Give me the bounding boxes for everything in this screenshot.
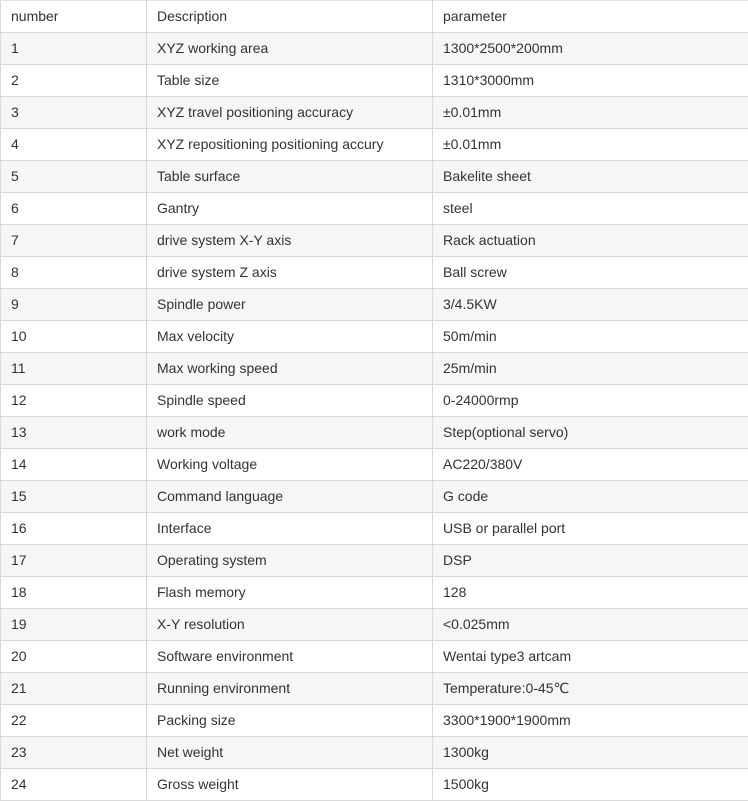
cell-number: 8 xyxy=(1,257,147,289)
table-row xyxy=(1,321,748,353)
cell-number: 20 xyxy=(1,641,147,673)
cell-number: 14 xyxy=(1,449,147,481)
cell-number: 24 xyxy=(1,769,147,801)
table-row xyxy=(1,65,748,97)
cell-parameter: Step(optional servo) xyxy=(433,417,748,449)
table-row xyxy=(1,289,748,321)
cell-number: 6 xyxy=(1,193,147,225)
cell-number: 1 xyxy=(1,33,147,65)
table-row xyxy=(1,225,748,257)
table-row xyxy=(1,609,748,641)
cell-number: 23 xyxy=(1,737,147,769)
table-row xyxy=(1,385,748,417)
table-row xyxy=(1,705,748,737)
cell-number: 11 xyxy=(1,353,147,385)
cell-number: 13 xyxy=(1,417,147,449)
cell-description: Gantry xyxy=(147,193,433,225)
cell-parameter: Ball screw xyxy=(433,257,748,289)
cell-number: 10 xyxy=(1,321,147,353)
cell-parameter: 3/4.5KW xyxy=(433,289,748,321)
cell-description: Gross weight xyxy=(147,769,433,801)
cell-description: Spindle speed xyxy=(147,385,433,417)
cell-description: drive system Z axis xyxy=(147,257,433,289)
cell-parameter: 0-24000rmp xyxy=(433,385,748,417)
cell-number: 3 xyxy=(1,97,147,129)
cell-description: work mode xyxy=(147,417,433,449)
table-row xyxy=(1,161,748,193)
spec-table-body xyxy=(1,1,748,801)
cell-parameter: 1500kg xyxy=(433,769,748,801)
cell-parameter: DSP xyxy=(433,545,748,577)
cell-description: Packing size xyxy=(147,705,433,737)
cell-description: Operating system xyxy=(147,545,433,577)
cell-number: 19 xyxy=(1,609,147,641)
cell-parameter: Wentai type3 artcam xyxy=(433,641,748,673)
cell-parameter: 1310*3000mm xyxy=(433,65,748,97)
header-parameter: parameter xyxy=(433,1,748,33)
cell-number: 17 xyxy=(1,545,147,577)
cell-number: 9 xyxy=(1,289,147,321)
table-row xyxy=(1,97,748,129)
cell-description: Working voltage xyxy=(147,449,433,481)
cell-description: Spindle power xyxy=(147,289,433,321)
table-row xyxy=(1,129,748,161)
header-description: Description xyxy=(147,1,433,33)
cell-number: 16 xyxy=(1,513,147,545)
cell-number: 2 xyxy=(1,65,147,97)
cell-parameter: Bakelite sheet xyxy=(433,161,748,193)
table-row xyxy=(1,641,748,673)
cell-description: XYZ repositioning positioning accury xyxy=(147,129,433,161)
cell-description: Max velocity xyxy=(147,321,433,353)
cell-description: XYZ working area xyxy=(147,33,433,65)
cell-number: 21 xyxy=(1,673,147,705)
table-row xyxy=(1,673,748,705)
cell-number: 15 xyxy=(1,481,147,513)
header-number: number xyxy=(1,1,147,33)
table-row xyxy=(1,513,748,545)
cell-parameter: Rack actuation xyxy=(433,225,748,257)
cell-parameter: <0.025mm xyxy=(433,609,748,641)
table-row xyxy=(1,353,748,385)
cell-parameter: AC220/380V xyxy=(433,449,748,481)
cell-number: 12 xyxy=(1,385,147,417)
cell-description: Software environment xyxy=(147,641,433,673)
table-row xyxy=(1,481,748,513)
cell-parameter: G code xyxy=(433,481,748,513)
cell-description: drive system X-Y axis xyxy=(147,225,433,257)
table-row xyxy=(1,577,748,609)
cell-description: Running environment xyxy=(147,673,433,705)
cell-number: 18 xyxy=(1,577,147,609)
cell-description: XYZ travel positioning accuracy xyxy=(147,97,433,129)
cell-parameter: steel xyxy=(433,193,748,225)
table-row xyxy=(1,417,748,449)
cell-parameter: Temperature:0-45℃ xyxy=(433,673,748,705)
cell-parameter: USB or parallel port xyxy=(433,513,748,545)
cell-description: Table surface xyxy=(147,161,433,193)
cell-parameter: ±0.01mm xyxy=(433,129,748,161)
cell-parameter: 25m/min xyxy=(433,353,748,385)
cell-parameter: 128 xyxy=(433,577,748,609)
table-row xyxy=(1,449,748,481)
cell-parameter: ±0.01mm xyxy=(433,97,748,129)
cell-description: Interface xyxy=(147,513,433,545)
cell-parameter: 50m/min xyxy=(433,321,748,353)
table-header-row xyxy=(1,1,748,33)
table-row xyxy=(1,737,748,769)
cell-description: Max working speed xyxy=(147,353,433,385)
cell-description: Table size xyxy=(147,65,433,97)
cell-number: 5 xyxy=(1,161,147,193)
table-row xyxy=(1,257,748,289)
table-row xyxy=(1,33,748,65)
cell-description: Command language xyxy=(147,481,433,513)
table-row xyxy=(1,769,748,801)
cell-number: 7 xyxy=(1,225,147,257)
cell-description: Net weight xyxy=(147,737,433,769)
cell-description: Flash memory xyxy=(147,577,433,609)
table-row xyxy=(1,545,748,577)
cell-number: 22 xyxy=(1,705,147,737)
cell-number: 4 xyxy=(1,129,147,161)
cell-parameter: 3300*1900*1900mm xyxy=(433,705,748,737)
cell-description: X-Y resolution xyxy=(147,609,433,641)
cell-parameter: 1300*2500*200mm xyxy=(433,33,748,65)
table-row xyxy=(1,193,748,225)
cell-parameter: 1300kg xyxy=(433,737,748,769)
